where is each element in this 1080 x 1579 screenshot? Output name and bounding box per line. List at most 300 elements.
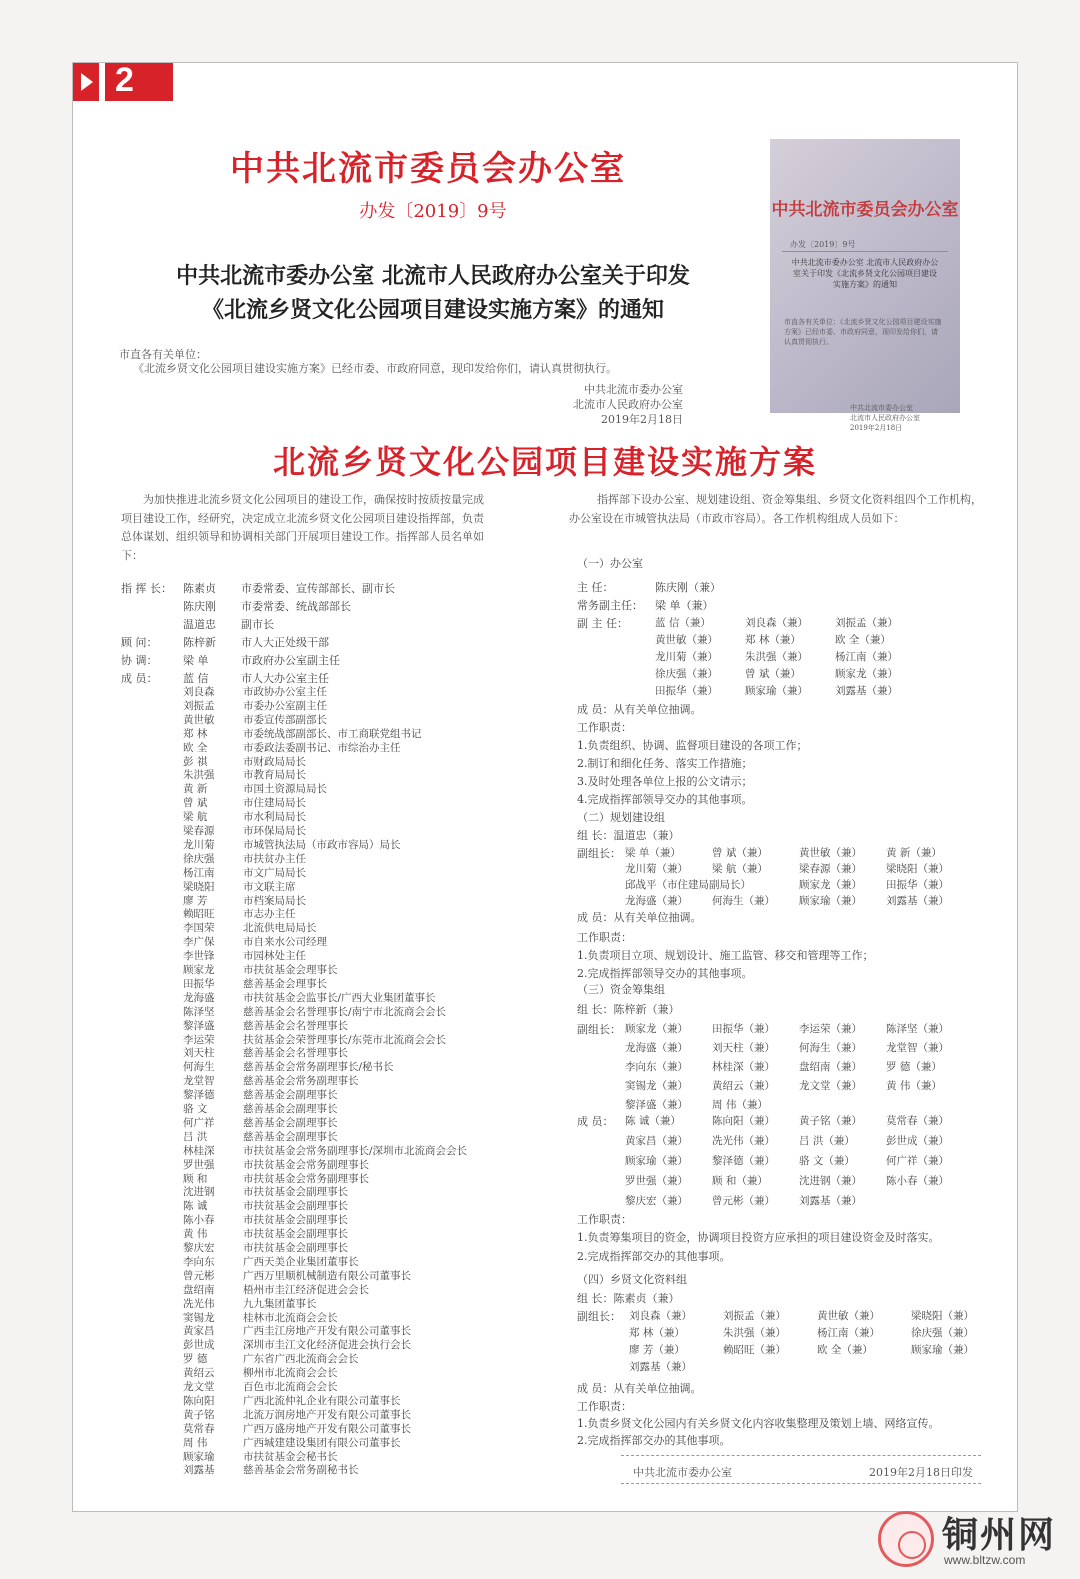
funding-deputy: 黄绍云（兼） [712,1080,775,1092]
office-deputy: 郑 林（兼） [745,634,801,646]
member-name: 杨江南 [183,866,215,879]
funding-deputy: 李运荣（兼） [799,1023,862,1035]
culture-deputy: 杨江南（兼） [817,1327,880,1339]
member-row [183,1005,446,1019]
planning-duty-label: 工作职责： [577,931,632,944]
planning-deputy: 龙川菊（兼） [625,863,688,875]
member-name: 欧 全 [183,741,208,754]
member-row [183,1311,338,1325]
watermark-url: www.bltzw.com [944,1553,1026,1567]
org-title: 中共北流市委员会办公室 [230,149,626,189]
office-director: 陈庆刚（兼） [655,581,721,594]
member-title: 市委统战部副部长、市工商联党组书记 [243,727,422,740]
member-name: 龙堂智 [183,1075,215,1088]
member-row [183,977,327,991]
office-deputy: 曾 斌（兼） [745,668,801,680]
planning-deputy: 邱战平（市住建局副局长） [625,879,751,891]
signer-2: 北流市人民政府办公室 [573,398,683,411]
member-row [183,1408,411,1422]
member-name: 黄 伟 [183,1228,208,1241]
funding-leader: 组 长：陈梓新（兼） [577,1003,680,1016]
funding-deputy: 盘绍南（兼） [799,1061,862,1073]
document-photo [770,139,960,432]
member-row [183,1338,411,1352]
office-heading: （一）办公室 [577,557,643,570]
member-row [183,852,306,866]
planning-deputy: 梁春源（兼） [799,863,862,875]
member-title: 广西北流仲礼企业有限公司董事长 [243,1394,401,1407]
planning-leader: 组 长：温道忠（兼） [577,829,680,842]
member-title: 市扶贫基金会副理事长 [243,1228,348,1241]
photo-title: 中共北流市委员会办公室 [771,200,959,220]
hq-role: 指 挥 长： [121,582,172,595]
member-name: 窦锡龙 [183,1311,215,1324]
planning-deputy: 梁 航（兼） [712,863,768,875]
member-row [183,1422,411,1436]
member-row [183,1116,338,1130]
member-name: 曾 斌 [183,797,208,810]
funding-deputy: 何海生（兼） [799,1042,862,1054]
member-row [183,1324,411,1338]
member-row [183,1019,348,1033]
member-title: 市园林处主任 [243,950,306,963]
site-watermark [874,1507,1074,1573]
office-deputy: 徐庆强（兼） [655,668,718,680]
office-deputy: 黄世敏（兼） [655,634,718,646]
member-name: 冼光伟 [183,1297,215,1310]
funding-member: 黄家昌（兼） [625,1135,688,1147]
member-row [183,1172,369,1186]
office-duty: 2.制订和细化任务、落实工作措施； [577,757,753,770]
member-name: 林桂深 [183,1144,215,1157]
member-name: 何海生 [183,1061,215,1074]
hq-role: 顾 问： [121,636,158,649]
member-title: 扶贫基金会荣誉理事长/东莞市北流商会会长 [243,1033,447,1046]
member-row [183,824,306,838]
office-deputy-label: 副 主 任： [577,617,628,630]
member-title: 慈善基金会名誉理事长 [243,1047,348,1060]
culture-deputy: 郑 林（兼） [629,1327,685,1339]
member-title: 北流万润房地产开发有限公司董事长 [243,1408,411,1421]
funding-member: 彭世成（兼） [886,1135,949,1147]
member-title: 市扶贫基金会常务副理事长 [243,1172,369,1185]
member-name: 陈 诚 [183,1200,208,1213]
culture-deputy: 朱洪强（兼） [723,1327,786,1339]
funding-member: 陈向阳（兼） [712,1115,775,1127]
logo-icon [878,1511,934,1567]
member-title: 市国土资源局局长 [243,783,327,796]
member-row [183,1185,348,1199]
member-title: 市城管执法局（市政市容局）局长 [243,838,401,851]
member-row [183,1102,338,1116]
planning-members: 成 员：从有关单位抽调。 [577,911,702,924]
member-name: 曾元彬 [183,1269,215,1282]
office-members: 成 员：从有关单位抽调。 [577,703,702,716]
office-deputy: 杨江南（兼） [835,651,898,663]
photo-number: 办发〔2019〕9号 [790,240,856,249]
funding-member: 沈进钢（兼） [799,1175,862,1187]
footer [633,1464,973,1480]
office-duty-label: 工作职责： [577,721,632,734]
member-title: 市扶贫基金会秘书长 [243,1450,338,1463]
member-name: 刘露基 [183,1464,215,1477]
member-title: 市委宣传部副部长 [243,713,327,726]
culture-deputy: 黄世敏（兼） [817,1310,880,1322]
member-row [183,727,422,741]
member-name: 李世锋 [183,950,215,963]
doc-title [113,259,753,327]
photo-divider [782,251,948,252]
office-duty: 1.负责组织、协调、监督项目建设的各项工作； [577,739,808,752]
funding-deputy: 林桂深（兼） [712,1061,775,1073]
member-title: 市政协办公室主任 [243,686,327,698]
culture-deputy: 梁晓阳（兼） [911,1310,974,1322]
member-name: 顾家龙 [183,964,215,976]
member-title: 广西圭江房地产开发有限公司董事长 [243,1325,411,1338]
member-title: 市扶贫基金会常务副理事长 [243,1158,369,1171]
culture-deputy: 刘良森（兼） [629,1310,692,1322]
photo-sign-1: 中共北流市委办公室 [850,404,913,412]
culture-leader: 组 长：陈素贞（兼） [577,1292,680,1305]
member-row [183,741,401,755]
member-name: 黄世敏 [183,713,215,726]
funding-deputy: 刘天柱（兼） [712,1042,775,1054]
member-row [183,1450,338,1464]
member-row [183,1213,348,1227]
planning-deputy: 梁晓阳（兼） [886,863,949,875]
funding-deputy: 黄 伟（兼） [886,1080,942,1092]
funding-member: 莫常春（兼） [886,1115,949,1127]
office-director-label: 主 任： [577,581,614,594]
hq-row [121,635,329,651]
member-row [183,810,306,824]
funding-member: 刘露基（兼） [799,1195,862,1207]
hq-title: 市人大办公室主任 [241,672,329,685]
member-title: 广西天美企业集团董事长 [243,1255,359,1268]
member-title: 市扶贫办主任 [243,852,306,865]
member-row [183,782,327,796]
member-title: 广东省广西北流商会会长 [243,1353,359,1366]
member-row [183,1463,359,1477]
office-duty: 4.完成指挥部领导交办的其他事项。 [577,793,753,806]
member-title: 梧州市圭江经济促进会会长 [243,1283,369,1296]
culture-deputy: 廖 芳（兼） [629,1344,685,1356]
member-row [183,1297,317,1311]
planning-duty: 1.负责项目立项、规划设计、施工监管、移交和管理等工作； [577,949,874,962]
member-title: 市扶贫基金会副理事长 [243,1200,348,1213]
member-title: 柳州市北流商会会长 [243,1367,338,1380]
member-name: 周 伟 [183,1436,208,1449]
culture-deputy: 赖昭旺（兼） [723,1344,786,1356]
member-name: 刘振孟 [183,699,215,712]
member-title: 市档案局局长 [243,894,306,907]
member-row [183,1074,359,1088]
member-title: 市扶贫基金会常务副理事长/深圳市北流商会会长 [243,1144,468,1157]
member-name: 莫常春 [183,1422,215,1435]
funding-duty: 1.负责筹集项目的资金，协调项目投资方应承担的项目建设资金及时落实。 [577,1231,940,1244]
funding-member: 罗世强（兼） [625,1175,688,1187]
watermark-name: 铜州网 [942,1514,1057,1556]
member-title: 市教育局局长 [243,769,306,782]
member-row [183,880,296,894]
member-name: 梁晓阳 [183,880,215,893]
member-row [183,713,327,727]
member-name: 李国荣 [183,922,215,935]
member-row [183,1380,338,1394]
funding-deputy: 周 伟（兼） [712,1099,768,1111]
member-name: 罗 德 [183,1353,208,1366]
member-row [183,1199,348,1213]
footer-date: 2019年2月18日印发 [869,1466,973,1479]
member-name: 黎庆宏 [183,1242,215,1254]
member-title: 市扶贫基金会副理事长 [243,1242,348,1254]
member-name: 刘良森 [183,686,215,698]
office-deputy: 刘振孟（兼） [835,617,898,629]
member-name: 赖昭旺 [183,908,215,921]
funding-deputy: 黎泽盛（兼） [625,1099,688,1111]
hq-name: 陈庆刚 [183,600,216,613]
planning-deputy: 田振华（兼） [886,879,949,891]
member-title: 百色市北流商会会长 [243,1381,338,1393]
office-deputy: 刘良森（兼） [745,617,808,629]
notice-body: 《北流乡贤文化公园项目建设实施方案》已经市委、市政府同意，现印发给你们，请认真贯彻执行。 [133,362,617,375]
office-deputy: 蓝 信（兼） [655,617,711,629]
planning-duty: 2.完成指挥部领导交办的其他事项。 [577,967,753,980]
member-row [183,699,327,713]
member-title: 市扶贫基金会理事长 [243,964,338,976]
culture-members: 成 员：从有关单位抽调。 [577,1382,702,1395]
office-deputy: 龙川菊（兼） [655,651,718,663]
member-name: 梁春源 [183,825,215,837]
member-row [183,1158,369,1172]
member-title: 市文广局局长 [243,866,306,879]
member-name: 黎泽德 [183,1089,215,1102]
member-title: 市环保局局长 [243,825,306,837]
intro-right: 指挥部下设办公室、规划建设组、资金筹集组、乡贤文化资料组四个工作机构，办公室设在市城管执法局（市政市容局）。各工作机构组成人员如下： [569,493,982,525]
member-row [183,963,338,977]
funding-deputy: 窦锡龙（兼） [625,1080,688,1092]
member-row [183,1394,401,1408]
funding-deputy: 罗 德（兼） [886,1061,942,1073]
page-number: 2 [115,61,134,99]
member-title: 市委办公室副主任 [243,699,327,712]
member-row [183,1227,348,1241]
member-name: 郑 林 [183,727,208,740]
doc-title-line-2: 《北流乡贤文化公园项目建设实施方案》的通知 [201,297,664,323]
member-title: 慈善基金会名誉理事长/南宁市北流商会会长 [243,1005,447,1018]
culture-deputy: 刘露基（兼） [629,1361,692,1373]
member-name: 黄子铭 [183,1408,215,1421]
member-row [183,921,317,935]
page-number-badge [73,63,173,101]
member-name: 陈向阳 [183,1394,215,1407]
planning-deputy: 黄世敏（兼） [799,847,862,859]
doc-title-line-1: 中共北流市委办公室 北流市人民政府办公室关于印发 [176,263,690,289]
funding-member: 吕 洪（兼） [799,1135,855,1147]
member-title: 慈善基金会常务副理事长 [243,1075,359,1088]
hq-row [121,617,274,633]
funding-deputy: 龙海盛（兼） [625,1042,688,1054]
photo-sign [850,403,950,433]
office-deputy: 刘露基（兼） [835,685,898,697]
funding-member: 黄子铭（兼） [799,1115,862,1127]
culture-duty: 2.完成指挥部交办的其他事项。 [577,1434,731,1447]
hq-row [121,653,340,669]
member-name: 罗世强 [183,1158,215,1171]
funding-heading: （三）资金筹集组 [577,983,665,996]
hq-name: 陈梓新 [183,636,216,649]
member-title: 慈善基金会副理事长 [243,1130,338,1143]
funding-deputy: 龙堂智（兼） [886,1042,949,1054]
recipient: 市直各有关单位： [119,348,207,361]
member-name: 黄家昌 [183,1325,215,1338]
member-title: 北流供电局局长 [243,922,317,935]
culture-deputy: 徐庆强（兼） [911,1327,974,1339]
footer-rule-bottom [621,1483,981,1485]
planning-deputy: 曾 斌（兼） [712,847,768,859]
member-title: 市扶贫基金会副理事长 [243,1214,348,1227]
culture-heading: （四）乡贤文化资料组 [577,1273,687,1286]
funding-member-label: 成 员： [577,1115,614,1128]
member-name: 廖 芳 [183,894,208,907]
culture-deputy: 顾家瑜（兼） [911,1344,974,1356]
member-name: 李广保 [183,936,215,949]
funding-member: 陈小春（兼） [886,1175,949,1187]
member-title: 市扶贫基金会监事长/广西大业集团董事长 [243,991,436,1004]
member-title: 慈善基金会常务副理事长/秘书长 [243,1061,394,1074]
funding-deputy: 李向东（兼） [625,1061,688,1073]
hq-title: 市委常委、统战部部长 [241,600,351,613]
arrow-icon [81,73,93,91]
member-row [183,1366,338,1380]
hq-title: 市委常委、宣传部部长、副市长 [241,582,395,595]
member-row [183,796,306,810]
doc-number: 办发〔2019〕9号 [359,201,507,222]
member-title: 市志办主任 [243,908,296,921]
member-row [183,768,306,782]
member-row [183,991,436,1005]
office-deputy: 顾家瑜（兼） [745,685,808,697]
member-name: 骆 文 [183,1103,208,1115]
funding-deputy: 顾家龙（兼） [625,1023,688,1035]
member-row [183,1255,359,1269]
plan-title: 北流乡贤文化公园项目建设实施方案 [272,443,817,481]
funding-member: 何广祥（兼） [886,1155,949,1167]
member-row [183,1046,348,1060]
photo-sign-2: 北流市人民政府办公室 [850,414,920,422]
funding-deputy: 龙文堂（兼） [799,1080,862,1092]
member-name: 黄 新 [183,783,208,796]
photo-sign-3: 2019年2月18日 [850,424,903,432]
hq-row [121,599,351,615]
member-title: 慈善基金会名誉理事长 [243,1019,348,1032]
culture-duty: 1.负责乡贤文化公园内有关乡贤文化内容收集整理及策划上墙、网络宣传。 [577,1417,940,1430]
funding-deputy: 陈泽坚（兼） [886,1023,949,1035]
member-title: 市自来水公司经理 [243,936,327,949]
office-deputy: 顾家龙（兼） [835,668,898,680]
signer-1: 中共北流市委办公室 [584,383,683,396]
member-name: 彭世成 [183,1339,215,1352]
funding-member: 顾家瑜（兼） [625,1155,688,1167]
hq-name: 蓝 信 [183,672,209,685]
funding-deputy: 田振华（兼） [712,1023,775,1035]
member-name: 陈小春 [183,1214,215,1227]
hq-title: 市人大正处级干部 [241,636,329,649]
planning-deputy: 何海生（兼） [712,895,775,907]
office-deputy: 田振华（兼） [655,685,718,697]
member-name: 黄绍云 [183,1367,215,1380]
planning-deputy: 顾家龙（兼） [799,879,862,891]
badge-divider [99,63,105,101]
member-title: 市文联主席 [243,880,296,893]
member-row [183,1241,348,1255]
member-title: 慈善基金会理事长 [243,977,327,990]
hq-title: 市政府办公室副主任 [241,654,340,667]
member-name: 陈泽坚 [183,1005,215,1018]
hq-role: 协 调： [121,654,158,667]
member-row [183,1060,394,1074]
member-title: 市住建局局长 [243,797,306,810]
member-title: 慈善基金会副理事长 [243,1089,338,1102]
funding-member: 曾元彬（兼） [712,1195,775,1207]
intro-left: 为加快推进北流乡贤文化公园项目的建设工作，确保按时按质按量完成项目建设工作，经研究，决定成立北流乡贤文化公园项目建设指挥部，负责总体谋划、组织领导和协调相关部门开展项目建设工作。指挥部人员名单如下： [121,493,484,562]
funding-duty-label: 工作职责： [577,1213,632,1226]
member-name: 顾 和 [183,1172,208,1185]
hq-name: 陈素贞 [183,582,216,595]
member-title: 深圳市圭江文化经济促进会执行会长 [243,1339,411,1352]
office-exec: 梁 单（兼） [655,599,714,612]
planning-deputy: 黄 新（兼） [886,847,942,859]
funding-member: 骆 文（兼） [799,1155,855,1167]
member-title: 广西万盛房地产开发有限公司董事长 [243,1422,411,1435]
member-title: 九九集团董事长 [243,1297,317,1310]
funding-member: 陈 诚（兼） [625,1115,681,1127]
member-title: 广西城建建设集团有限公司董事长 [243,1436,401,1449]
hq-role: 成 员： [121,672,158,685]
member-name: 徐庆强 [183,852,215,865]
member-row [183,1033,446,1047]
member-row [183,866,306,880]
funding-member: 顾 和（兼） [712,1175,768,1187]
member-row [183,838,401,852]
footer-issuer: 中共北流市委办公室 [633,1466,732,1479]
member-name: 田振华 [183,977,215,990]
funding-member: 黎泽德（兼） [712,1155,775,1167]
member-row [183,894,306,908]
photo-doc-title: 中共北流市委办公室 北流市人民政府办公室关于印发《北流乡贤文化公园项目建设实施方案》的通知 [791,258,939,289]
member-name: 朱洪强 [183,769,215,782]
member-row [183,1269,411,1283]
funding-duty: 2.完成指挥部交办的其他事项。 [577,1250,731,1263]
office-exec-label: 常务副主任： [577,599,643,612]
member-title: 桂林市北流商会会长 [243,1311,338,1324]
member-name: 吕 洪 [183,1130,208,1143]
hq-name: 温道忠 [183,618,216,631]
member-name: 李运荣 [183,1033,215,1046]
funding-deputy-label: 副组长： [577,1023,621,1036]
member-title: 市财政局局长 [243,755,306,768]
member-name: 梁 航 [183,811,208,824]
member-name: 顾家瑜 [183,1450,215,1463]
member-row [183,1130,338,1144]
member-name: 黎泽盛 [183,1019,215,1032]
member-row [183,907,296,921]
hq-name: 梁 单 [183,654,209,667]
member-name: 沈进钢 [183,1186,215,1199]
member-row [183,1283,369,1297]
culture-duty-label: 工作职责： [577,1400,632,1413]
member-row [183,1352,359,1366]
